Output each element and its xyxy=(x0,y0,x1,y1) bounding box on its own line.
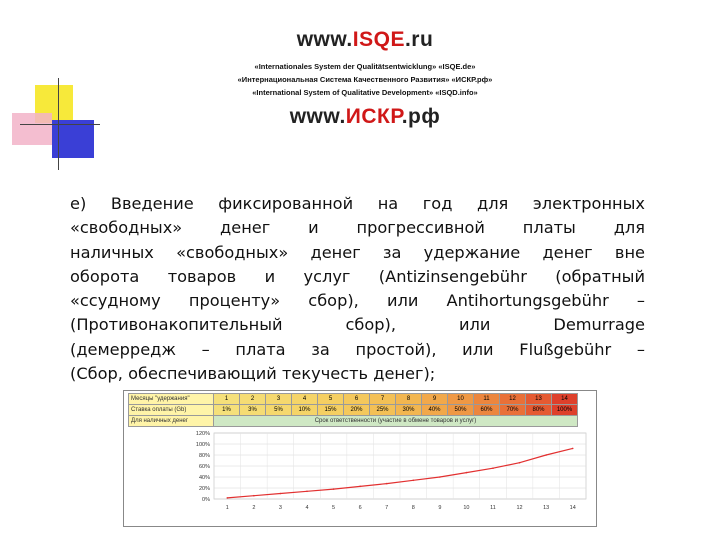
month-cell: 1 xyxy=(214,394,240,405)
rate-point xyxy=(492,467,494,469)
rate-cell: 3% xyxy=(240,405,266,416)
month-cell: 6 xyxy=(344,394,370,405)
rate-point xyxy=(466,472,468,474)
cash-label: Для наличных денег xyxy=(129,416,214,427)
body-line: наличных «свободных» денег за удержание денег вне xyxy=(70,242,645,262)
rate-line-chart xyxy=(124,391,596,526)
rate-cell: 30% xyxy=(396,405,422,416)
rate-cell: 5% xyxy=(266,405,292,416)
x-tick-label: 2 xyxy=(252,505,256,511)
rate-point xyxy=(545,454,547,456)
x-tick-label: 5 xyxy=(332,505,336,511)
months-label: Месяцы "удержания" xyxy=(129,394,214,405)
rate-point xyxy=(439,476,441,478)
body-line: (демерредж – плата за простой), или Flußgebühr – xyxy=(70,339,645,359)
month-cell: 10 xyxy=(448,394,474,405)
liability-term-cell: Срок ответственности (участие в обмене товаров и услуг) xyxy=(214,416,578,427)
rate-cell: 80% xyxy=(526,405,552,416)
month-cell: 8 xyxy=(396,394,422,405)
body-line: «свободных» денег и прогрессивной платы для xyxy=(70,218,645,238)
rate-point xyxy=(333,488,335,490)
month-cell: 14 xyxy=(552,394,578,405)
x-tick-label: 8 xyxy=(411,505,415,511)
rate-cell: 40% xyxy=(422,405,448,416)
rate-point xyxy=(386,483,388,485)
y-tick-label: 20% xyxy=(198,486,210,492)
demurrage-figure xyxy=(123,390,597,527)
body-line: (Сбор, обеспечивающий текучесть денег); xyxy=(70,364,436,384)
month-cell: 3 xyxy=(266,394,292,405)
rate-cell: 10% xyxy=(292,405,318,416)
site-isqe-link[interactable]: www.ISQE.ru xyxy=(296,28,434,51)
x-tick-label: 6 xyxy=(358,505,362,511)
rate-point xyxy=(412,480,414,482)
rate-point xyxy=(572,448,574,450)
rate-cell: 70% xyxy=(500,405,526,416)
body-line: «ссудному проценту» сбор), или Antihortungsgebühr – xyxy=(70,291,645,311)
rate-cell: 25% xyxy=(370,405,396,416)
body-paragraph xyxy=(70,192,645,386)
y-tick-label: 0% xyxy=(202,497,210,503)
rate-cell: 20% xyxy=(344,405,370,416)
rate-point xyxy=(253,495,255,497)
month-cell: 13 xyxy=(526,394,552,405)
rate-cell: 100% xyxy=(552,405,578,416)
rate-cell: 1% xyxy=(214,405,240,416)
x-tick-label: 12 xyxy=(516,505,523,511)
y-tick-label: 60% xyxy=(198,464,210,470)
y-tick-label: 40% xyxy=(198,475,210,481)
x-tick-label: 9 xyxy=(438,505,442,511)
tagline-english: «International System of Qualitative Development» «ISQD.info» xyxy=(252,88,478,97)
deco-horizontal-line xyxy=(20,124,100,125)
x-tick-label: 7 xyxy=(385,505,389,511)
body-line: оборота товаров и услуг (Antizinsengebühr (обратный xyxy=(70,266,645,286)
x-tick-label: 13 xyxy=(543,505,550,511)
x-tick-label: 14 xyxy=(569,505,576,511)
month-cell: 12 xyxy=(500,394,526,405)
rates-label: Ставка оплаты (Gb) xyxy=(129,405,214,416)
month-cell: 4 xyxy=(292,394,318,405)
rate-cell: 50% xyxy=(448,405,474,416)
body-line: е) Введение фиксированной на год для электронных xyxy=(70,194,645,213)
site-iskr-link[interactable]: www.ИСКР.рф xyxy=(289,105,441,128)
tagline-russian: «Интернациональная Система Качественного Развития» «ИСКР.рф» xyxy=(237,75,493,84)
rate-cell: 15% xyxy=(318,405,344,416)
x-tick-label: 1 xyxy=(225,505,229,511)
rate-cell: 60% xyxy=(474,405,500,416)
y-tick-label: 100% xyxy=(195,442,210,448)
y-tick-label: 80% xyxy=(198,453,210,459)
rate-point xyxy=(519,462,521,464)
x-tick-label: 4 xyxy=(305,505,309,511)
x-tick-label: 11 xyxy=(490,505,496,511)
month-cell: 7 xyxy=(370,394,396,405)
rate-point xyxy=(280,493,282,495)
deco-pink-square xyxy=(12,113,52,145)
x-tick-label: 3 xyxy=(278,505,282,511)
tagline-german: «Internationales System der Qualitätsentwicklung» «ISQE.de» xyxy=(254,62,476,71)
month-cell: 2 xyxy=(240,394,266,405)
rate-point xyxy=(359,486,361,488)
header xyxy=(170,28,560,129)
y-tick-label: 120% xyxy=(195,431,210,437)
x-tick-label: 10 xyxy=(463,505,470,511)
rate-point xyxy=(306,491,308,493)
month-cell: 5 xyxy=(318,394,344,405)
month-cell: 9 xyxy=(422,394,448,405)
body-line: (Противонакопительный сбор), или Demurrage xyxy=(70,315,645,335)
rate-point xyxy=(226,497,228,499)
month-cell: 11 xyxy=(474,394,500,405)
